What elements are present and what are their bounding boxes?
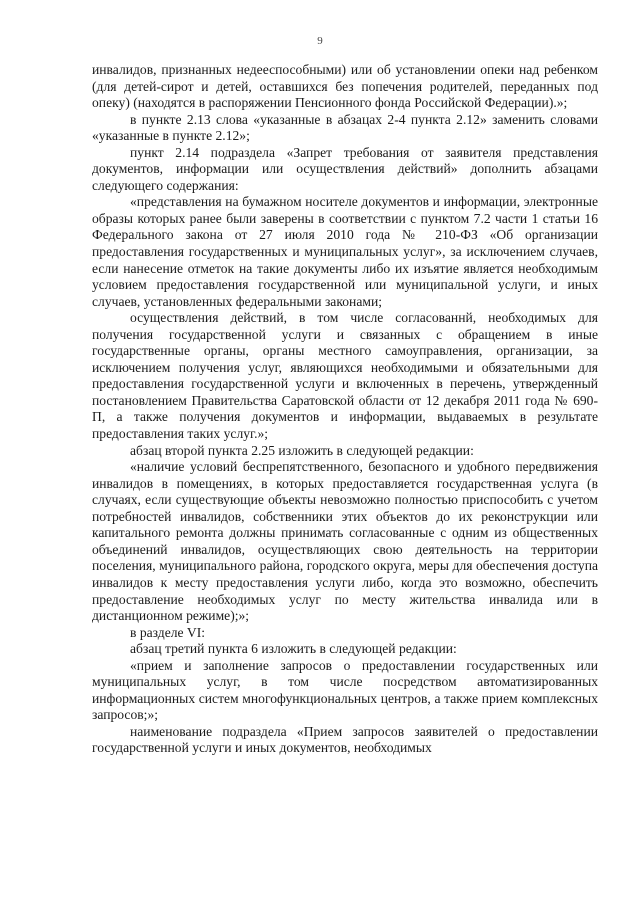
paragraph-continuation: инвалидов, признанных недееспособными) или об установлении опеки над ребенком (для детей-сирот и детей, оставшихся без попечения родителей, переданных под опеку) (находятся в распоряжении Пенсионного фонда Российской Федерации).»; xyxy=(92,62,598,111)
paragraph-actions: осуществления действий, в том числе согласованнй, необходимых для получения государственной услуги и связанных с обращением в иные государственные органы, органы местного самоуправления, организации, за исключением получения услуг, являющихся необходимыми и обязательными для предоставления государственной услуги и включенных в перечень, утвержденный постановлением Правительства Саратовской области от 12 декабря 2011 года № 690-П, а также получения документов и информации, выдаваемых в результате предоставления таких услуг.»; xyxy=(92,310,598,442)
paragraph-clause-2-14: пункт 2.14 подраздела «Запрет требования от заявителя представления документов, информации или осуществления действий» дополнить абзацами следующего содержания: xyxy=(92,144,598,193)
document-body xyxy=(92,62,598,757)
paragraph-requests: «прием и заполнение запросов о предоставлении государственных или муниципальных услуг, в том числе посредством автоматизированных информационных систем многофункциональных центров, а также прием комплексных запросов;»; xyxy=(92,657,598,723)
paragraph-paper-documents: «представления на бумажном носителе документов и информации, электронные образы которых ранее были заверены в соответствии с пунктом 7.2 части 1 статьи 16 Федерального закона от 27 июля 2010 года № 210-ФЗ «Об организации предоставления государственных и муниципальных услуг», за исключением случаев, если нанесение отметок на такие документы либо их изъятие является необходимым условием предоставления государственной или муниципальной услуги, и иных случаев, установленных федеральными законами; xyxy=(92,194,598,309)
page-number: 9 xyxy=(317,35,323,47)
paragraph-subsection-title: наименование подраздела «Прием запросов заявителей о предоставлении государственной услуги и иных документов, необходимых xyxy=(92,723,598,756)
paragraph-section-vi: в разделе VI: xyxy=(130,624,206,640)
paragraph-clause-2-25: абзац второй пункта 2.25 изложить в следующей редакции: xyxy=(130,442,474,458)
paragraph-accessibility: «наличие условий беспрепятственного, безопасного и удобного передвижения инвалидов в помещениях, в которых предоставляется государственная услуга (в случаях, если существующие объекты невозможно полностью приспособить с учетом потребностей инвалидов, собственники этих объектов до их реконструкции или капитального ремонта должны принимать согласованные с одним из общественных объединений инвалидов, осуществляющих свою деятельность на территории поселения, муниципального района, городского округа, меры для обеспечения доступа инвалидов к месту предоставления услуги либо, когда это возможно, обеспечить предоставление необходимых услуг по месту жительства инвалида или в дистанционном режиме);»; xyxy=(92,459,598,624)
paragraph-clause-6: абзац третий пункта 6 изложить в следующей редакции: xyxy=(130,641,457,657)
paragraph-clause-2-13: в пункте 2.13 слова «указанные в абзацах 2-4 пункта 2.12» заменить словами «указанные в пункте 2.12»; xyxy=(92,111,598,144)
